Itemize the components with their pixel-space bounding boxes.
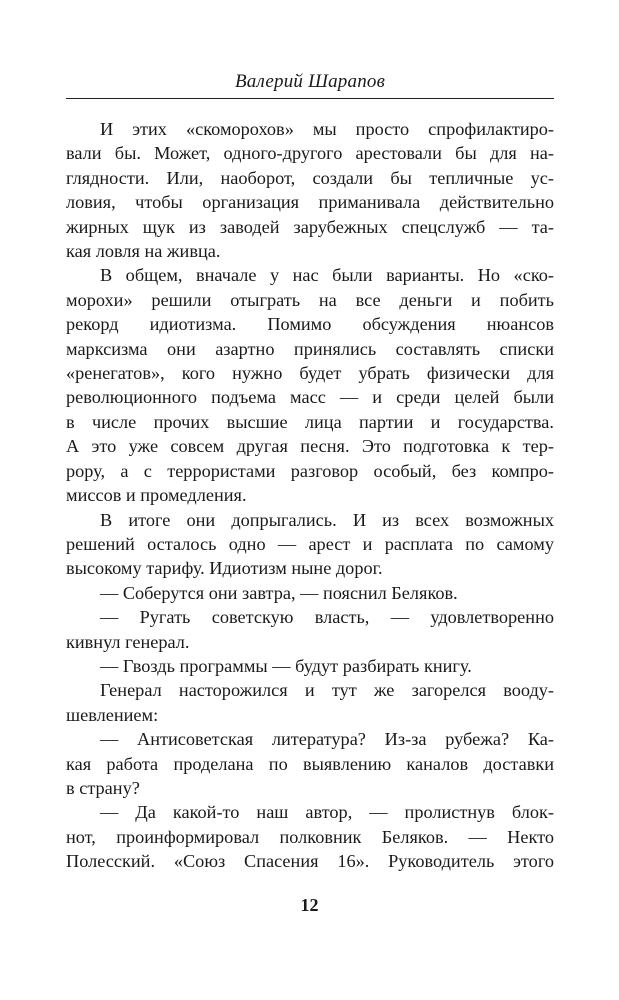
paragraph-line: революционного подъема масс — и среди целей были [66,387,554,408]
paragraph-line: ловия, чтобы организация приманивала действительно [66,192,554,213]
paragraph-first-line: И этих «скоморохов» мы просто спрофилактиро- [100,119,554,139]
paragraph-line: жирных щук из заводей зарубежных спецслужб — та- [66,216,554,237]
paragraph-line: кая работа проделана по выявлению каналов доставки [66,753,554,774]
paragraph-first-line: — Гвоздь программы — будут разбирать книгу. [100,655,472,676]
running-head: Валерий Шарапов [234,71,386,92]
paragraph-line: А это уже совсем другая песня. Это подготовка к тер- [66,436,554,457]
paragraph-first-line: — Да какой-то наш автор, — пролистнув блок- [100,802,554,823]
paragraph-first-line: — Ругать советскую власть, — удовлетворенно [100,607,554,628]
paragraph-line: в числе прочих высшие лица партии и государства. [66,411,554,432]
paragraph-first-line: — Соберутся они завтра, — пояснил Беляков. [100,582,458,603]
paragraph-line: вали бы. Может, одного-другого арестовали бы для на- [66,143,554,164]
page-number: 12 [300,895,319,915]
paragraph-line: Полесский. «Союз Спасения 16». Руководитель этого [66,851,554,872]
paragraph-line: миссов и промедления. [66,485,247,506]
paragraph-line: шевлением: [66,704,159,725]
paragraph-first-line: — Антисоветская литература? Из-за рубежа? Ка- [100,729,554,750]
paragraph-line: кая ловля на живца. [66,241,221,262]
paragraph-line: нот, проинформировал полковник Беляков. — Некто [66,826,554,847]
paragraph-line: глядности. Или, наоборот, создали бы тепличные ус- [66,167,554,188]
paragraph-line: кивнул генерал. [66,631,190,652]
paragraph-first-line: В итоге они допрыгались. И из всех возможных [100,509,554,530]
paragraph-line: морохи» решили отыграть на все деньги и побить [66,289,554,310]
paragraph-first-line: Генерал насторожился и тут же загорелся вооду- [100,680,554,701]
paragraph-line: решений осталось одно — арест и расплата по самому [66,533,554,554]
paragraph-line: рекорд идиотизма. Помимо обсуждения нюансов [66,314,554,335]
paragraph-line: «ренегатов», кого нужно будет убрать физически для [66,363,554,384]
header-rule [66,98,554,99]
paragraph-line: высокому тарифу. Идиотизм ныне дорог. [66,558,383,579]
paragraph-first-line: В общем, вначале у нас были варианты. Но «ско- [100,265,554,286]
paragraph-line: в страну? [66,777,140,798]
body-text [66,117,554,874]
paragraph-line: марксизма они азартно принялись составлять списки [66,338,554,359]
paragraph-line: рору, а с террористами разговор особый, без компро- [66,460,554,481]
